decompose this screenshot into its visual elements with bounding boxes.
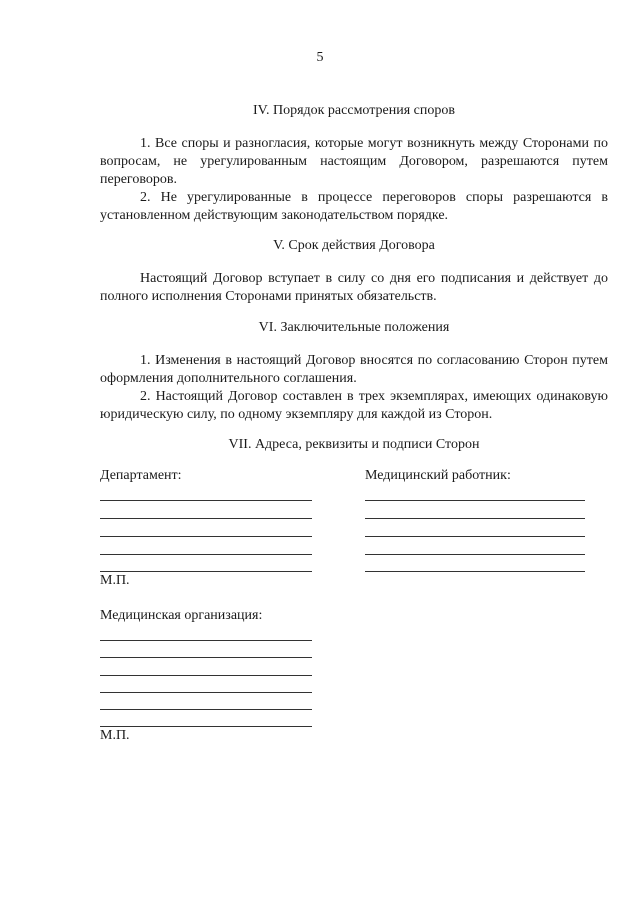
stamp-label-medical-organization: М.П. xyxy=(100,728,130,743)
department-line-2 xyxy=(100,518,312,519)
department-line-3 xyxy=(100,536,312,537)
stamp-label-department: М.П. xyxy=(100,573,130,588)
medical-worker-label: Медицинский работник: xyxy=(365,468,511,483)
section-7-title: VII. Адреса, реквизиты и подписи Сторон xyxy=(228,437,480,452)
medical-organization-label: Медицинская организация: xyxy=(100,608,263,623)
section-5-title: V. Срок действия Договора xyxy=(273,238,435,253)
medical-org-line-4 xyxy=(100,692,312,693)
department-line-1 xyxy=(100,500,312,501)
section-4-title: IV. Порядок рассмотрения споров xyxy=(252,103,455,118)
page-number: 5 xyxy=(316,50,324,65)
department-line-5 xyxy=(100,571,312,572)
medical-worker-line-3 xyxy=(365,536,585,537)
medical-org-line-1 xyxy=(100,640,312,641)
section-4-paragraph-2: 2. Не урегулированные в процессе переговоров споры разрешаются в установленном действующим законодательством порядке. xyxy=(100,190,608,223)
section-5-paragraph-1: Настоящий Договор вступает в силу со дня его подписания и действует до полного исполнения Сторонами принятых обязательств. xyxy=(100,271,608,304)
section-4-paragraph-1: 1. Все споры и разногласия, которые могут возникнуть между Сторонами по вопросам, не урегулированным настоящим Договором, разрешаются путем переговоров. xyxy=(100,136,608,187)
medical-org-line-3 xyxy=(100,675,312,676)
medical-worker-line-4 xyxy=(365,554,585,555)
department-line-4 xyxy=(100,554,312,555)
section-6-title: VI. Заключительные положения xyxy=(258,320,450,335)
medical-worker-line-5 xyxy=(365,571,585,572)
medical-org-line-5 xyxy=(100,709,312,710)
department-label: Департамент: xyxy=(100,468,182,483)
medical-org-line-2 xyxy=(100,657,312,658)
section-6-paragraph-2: 2. Настоящий Договор составлен в трех экземплярах, имеющих одинаковую юридическую силу, по одному экземпляру для каждой из Сторон. xyxy=(100,389,608,422)
medical-worker-line-1 xyxy=(365,500,585,501)
section-6-paragraph-1: 1. Изменения в настоящий Договор вносятся по согласованию Сторон путем оформления дополнительного соглашения. xyxy=(100,353,608,386)
medical-worker-line-2 xyxy=(365,518,585,519)
medical-org-line-6 xyxy=(100,726,312,727)
